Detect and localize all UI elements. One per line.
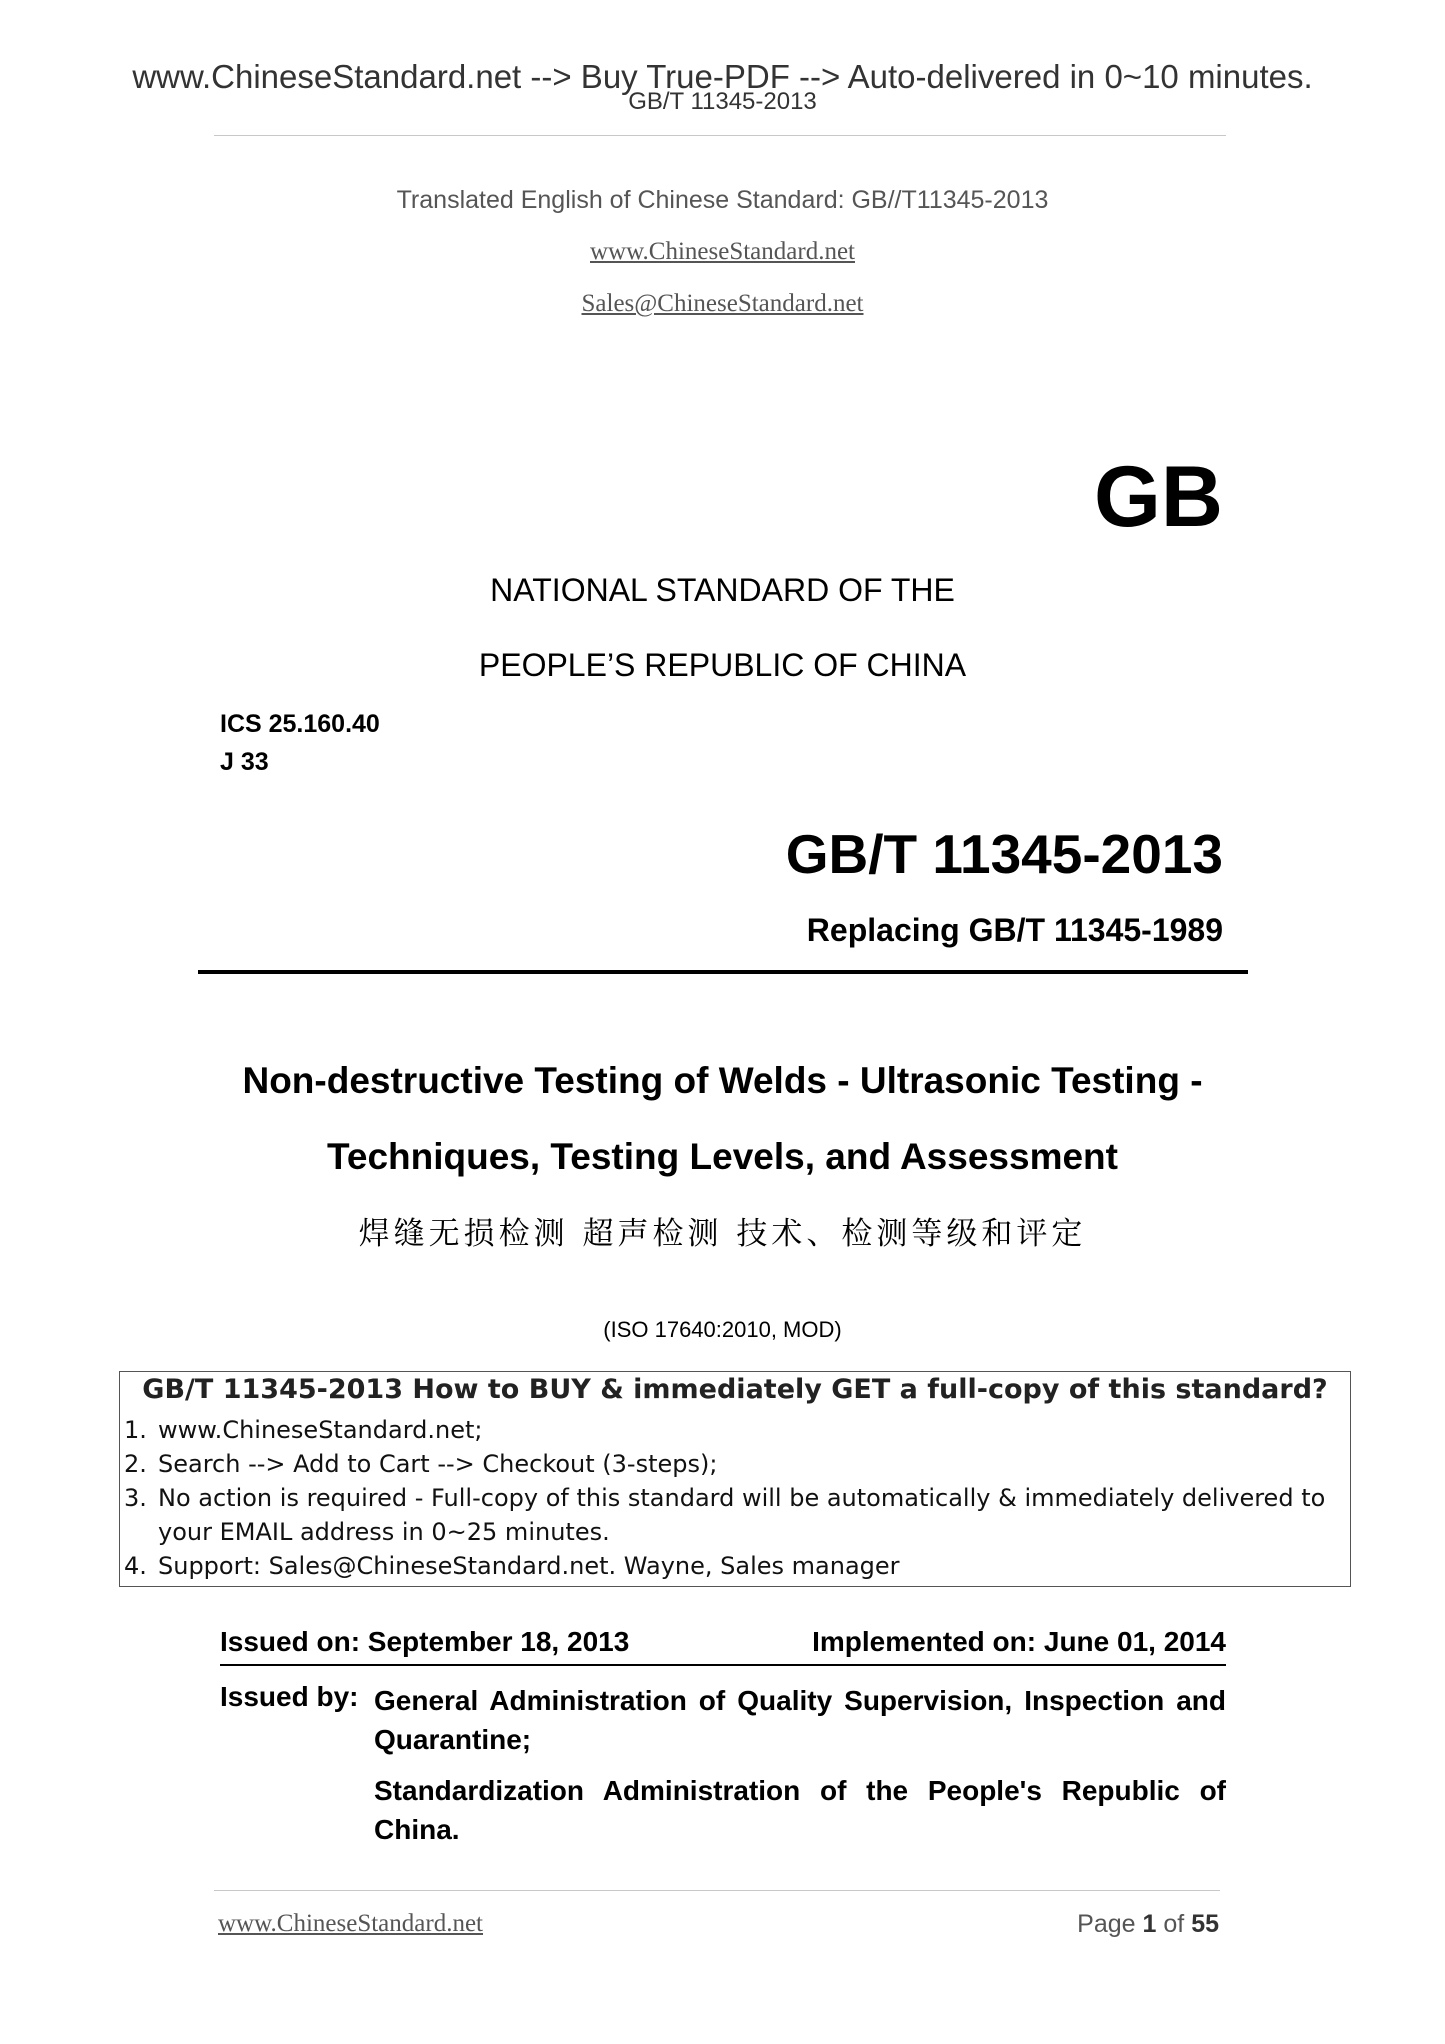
buy-step: 2. Search --> Add to Cart --> Checkout (3-steps); [124, 1450, 718, 1478]
dates-divider [220, 1664, 1226, 1666]
ics-code: ICS 25.160.40 [220, 710, 380, 738]
translated-note: Translated English of Chinese Standard: GB//T11345-2013 [396, 186, 1049, 214]
buy-step: 1. www.ChineseStandard.net; [124, 1416, 483, 1444]
buy-step: 4. Support: Sales@ChineseStandard.net. Wayne, Sales manager [124, 1552, 900, 1580]
buy-step-continued: your EMAIL address in 0~25 minutes. [158, 1518, 610, 1546]
buy-step: 3. No action is required - Full-copy of this standard will be automatically & immediately delivered to [124, 1484, 1326, 1512]
website-link[interactable]: www.ChineseStandard.net [590, 238, 855, 265]
replacing-note: Replacing GB/T 11345-1989 [806, 912, 1223, 948]
issuer-org1-line2: Quarantine; [374, 1724, 532, 1755]
issued-by-label: Issued by: [220, 1681, 359, 1712]
issuer-org2-line1: Standardization Administration of the People's Republic of [374, 1775, 1226, 1806]
issued-on-date: Issued on: September 18, 2013 [220, 1626, 630, 1657]
buy-instructions-box [119, 1371, 1351, 1587]
issuer-org2-line2: China. [374, 1814, 460, 1845]
classification-code: J 33 [220, 748, 269, 776]
gb-mark: GB [1094, 449, 1223, 545]
footer-divider [214, 1890, 1220, 1891]
title-line1: Non-destructive Testing of Welds - Ultrasonic Testing - [242, 1060, 1203, 1101]
top-banner: www.ChineseStandard.net --> Buy True-PDF --> Auto-delivered in 0~10 minutes. [132, 58, 1313, 95]
email-link-row [0, 290, 1445, 318]
national-standard-line2: PEOPLE’S REPUBLIC OF CHINA [478, 647, 967, 683]
implemented-on-date: Implemented on: June 01, 2014 [812, 1626, 1226, 1657]
standard-number: GB/T 11345-2013 [785, 823, 1223, 885]
buy-box-title: GB/T 11345-2013 How to BUY & immediately GET a full-copy of this standard? [142, 1374, 1328, 1405]
page-number: Page 1 of 55 [1077, 1910, 1219, 1938]
issuer-org1-line1: General Administration of Quality Supervision, Inspection and [374, 1685, 1226, 1716]
national-standard-line1: NATIONAL STANDARD OF THE [490, 572, 955, 608]
website-link-row [0, 238, 1445, 266]
footer-website-link[interactable]: www.ChineseStandard.net [218, 1910, 483, 1937]
title-line2: Techniques, Testing Levels, and Assessment [327, 1136, 1118, 1177]
chinese-title: 焊缝无损检测 超声检测 技术、检测等级和评定 [358, 1216, 1087, 1252]
iso-reference: (ISO 17640:2010, MOD) [603, 1317, 842, 1342]
title-divider [198, 970, 1248, 974]
dates-row [220, 1626, 1226, 1658]
header-divider [214, 135, 1226, 136]
running-header: GB/T 11345-2013 [628, 88, 817, 115]
email-link[interactable]: Sales@ChineseStandard.net [581, 290, 864, 317]
